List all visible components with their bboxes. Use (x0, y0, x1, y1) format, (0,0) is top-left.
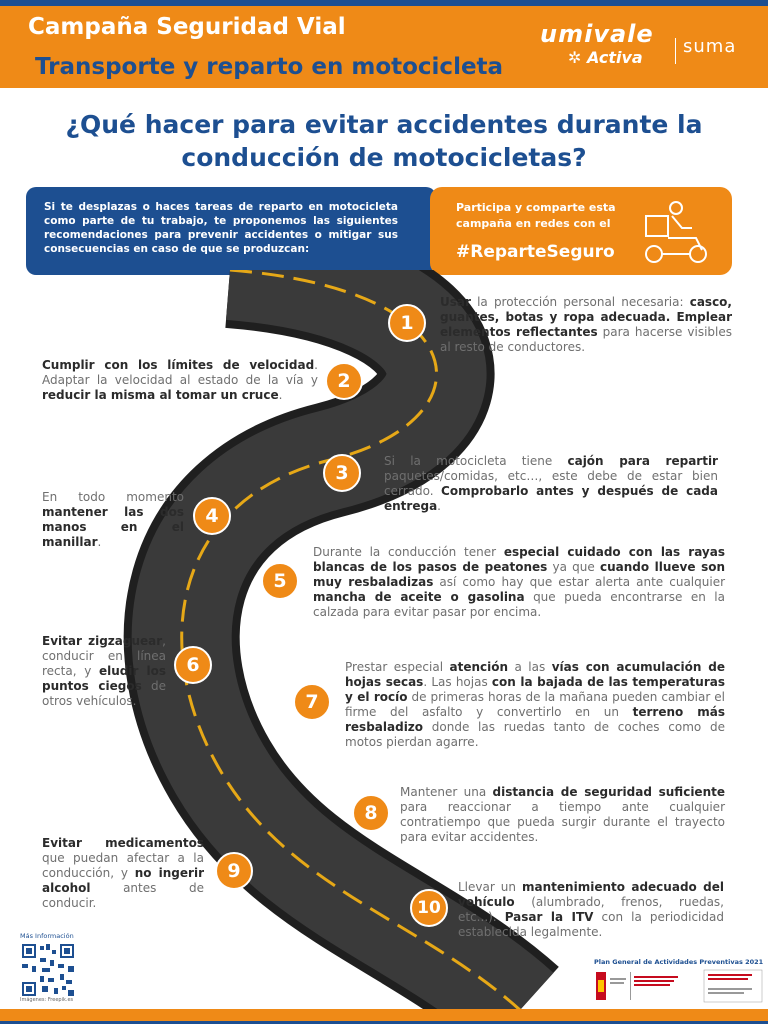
tip-4-segment: . (97, 535, 102, 549)
tip-3-segment: . (437, 499, 441, 513)
tip-1-segment: la protección personal necesaria: (470, 295, 690, 309)
tip-5-segment: mancha de aceite o gasolina (313, 590, 525, 604)
suma-logo: suma (683, 36, 737, 57)
tip-8-segment: para reaccionar a tiempo ante cualquier contratiempo que pueda surgir durante el trayecto para evitar accidentes. (400, 800, 725, 844)
tip-1-segment: casco, guantes, botas y ropa adecuada. Emplear elementos reflectantes (440, 295, 732, 339)
tip-10-segment: con la periodicidad establecida legalmente. (458, 910, 724, 939)
tip-10-segment: Llevar un (458, 880, 523, 894)
tip-8-text (400, 785, 725, 845)
step-number-9: 9 (215, 852, 253, 890)
more-info-label: Más Información (20, 932, 74, 940)
tip-4-text (42, 490, 184, 550)
tip-9-segment: que puedan afectar a la conducción, y (42, 851, 204, 880)
tip-7-segment: terreno más resbaladizo (345, 705, 725, 734)
campaign-title: Campaña Seguridad Vial (28, 14, 346, 40)
tip-5-segment: Durante la conducción tener (313, 545, 504, 559)
tip-2-segment: Cumplir con los límites de velocidad (42, 358, 315, 372)
tip-5-segment: así como hay que estar alerta ante cualquier (433, 575, 726, 589)
campaign-subtitle: Transporte y reparto en motocicleta (35, 54, 504, 80)
step-number-7: 7 (293, 683, 331, 721)
tip-1-segment: para hacerse visibles al resto de conductores. (440, 325, 732, 354)
tip-8-segment: distancia de seguridad suficiente (492, 785, 725, 799)
tip-5-segment: cuando llueve son muy resbaladizas (313, 560, 725, 589)
tip-7-segment: atención (449, 660, 509, 674)
image-credits: Imágenes: Freepik.es (20, 997, 74, 1003)
activa-label: Activa (586, 48, 643, 67)
step-number-10: 10 (410, 889, 448, 927)
tip-1-segment: Usar (440, 295, 471, 309)
plan-title: Plan General de Actividades Preventivas 2021 (594, 958, 764, 966)
tip-9-segment: Evitar medicamentos (42, 836, 204, 850)
tip-6-segment: , conducir en línea recta, y (42, 634, 166, 678)
tip-5-text (313, 545, 725, 620)
tip-7-segment: Prestar especial (345, 660, 450, 674)
activa-logo (568, 48, 643, 67)
tip-7-segment: a las (508, 660, 552, 674)
tip-6-segment: de otros vehículos. (42, 679, 166, 708)
tip-2-segment: . Adaptar la velocidad al estado de la vía y (42, 358, 318, 387)
step-number-6: 6 (174, 646, 212, 684)
tip-2-text (42, 358, 318, 403)
umivale-logo: umivale (540, 20, 654, 48)
share-text: Participa y comparte esta campaña en redes con el (456, 201, 616, 230)
logo-separator (675, 38, 676, 64)
tip-4-segment: mantener las dos manos en el manillar (42, 505, 184, 549)
tip-3-segment: Si la motocicleta tiene (384, 454, 568, 468)
tip-7-segment: con la bajada de las temperaturas y el rocío (345, 675, 725, 704)
tip-7-segment: de primeras horas de la mañana pueden cambiar el firme del asfalto y convertirlo en un (345, 690, 726, 719)
tip-10-segment: (alumbrado, frenos, ruedas, etc...). (458, 895, 724, 924)
tip-4-segment: En todo momento (42, 490, 184, 504)
tip-9-segment: antes de conducir. (42, 881, 204, 910)
tip-7-segment: . Las hojas (423, 675, 492, 689)
main-question: ¿Qué hacer para evitar accidentes durante la conducción de motocicletas? (65, 110, 703, 172)
step-number-8: 8 (352, 794, 390, 832)
tip-6-segment: Evitar zigzaguear (42, 634, 163, 648)
tip-3-segment: cajón para repartir (567, 454, 718, 468)
tip-8-segment: Mantener una (400, 785, 493, 799)
tip-9-text (42, 836, 204, 911)
tip-2-segment: reducir la misma al tomar un cruce (42, 388, 279, 402)
qr-code-icon[interactable] (20, 942, 76, 998)
activa-star-icon: ✲ (568, 48, 587, 67)
tip-1-text (440, 295, 732, 355)
intro-text: Si te desplazas o haces tareas de reparto en motocicleta como parte de tu trabajo, te proponemos las siguientes recomendaciones para prevenir accidentes o mitigar sus consecuencias en caso de que se produzcan: (44, 201, 398, 255)
tip-2-segment: . (278, 388, 283, 402)
tip-10-segment: Pasar la ITV (504, 910, 594, 924)
tip-5-segment: que pueda encontrarse en la calzada para evitar pasar por encima. (313, 590, 725, 619)
tip-10-text (458, 880, 724, 940)
tip-6-segment: eludir los puntos ciegos (42, 664, 166, 693)
step-number-5: 5 (261, 562, 299, 600)
share-hashtag[interactable]: #ReparteSeguro (456, 242, 615, 262)
step-number-4: 4 (193, 497, 231, 535)
delivery-moto-icon (636, 198, 714, 268)
tip-3-segment: Comprobarlo antes y después de cada entrega (384, 484, 718, 513)
step-number-2: 2 (325, 362, 363, 400)
tip-5-segment: especial cuidado con las rayas blancas de los pasos de peatones (313, 545, 725, 574)
gobierno-espana-logo (594, 968, 764, 1004)
tip-5-segment: ya que (547, 560, 600, 574)
step-number-1: 1 (388, 304, 426, 342)
tip-3-segment: paquetes/comidas, etc…, este debe de estar bien cerrado. (384, 469, 718, 498)
tip-3-text (384, 454, 718, 514)
tip-6-text (42, 634, 166, 709)
tip-10-segment: mantenimiento adecuado del vehículo (458, 880, 724, 909)
tip-9-segment: no ingerir alcohol (42, 866, 204, 895)
tip-7-segment: donde las ruedas tanto de coches como de motos pierdan agarre. (345, 720, 725, 749)
step-number-3: 3 (323, 454, 361, 492)
tip-7-segment: vías con acumulación de hojas secas (345, 660, 725, 689)
tip-7-text (345, 660, 725, 750)
